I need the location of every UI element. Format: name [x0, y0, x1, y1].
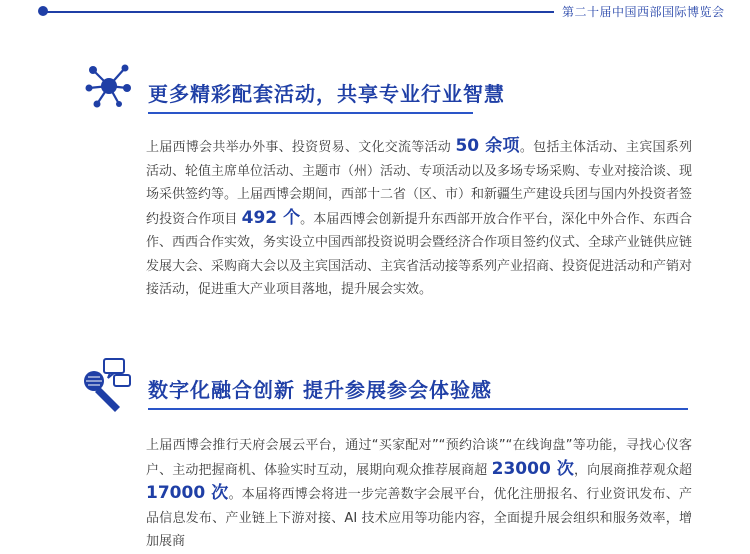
section-title-activities: 更多精彩配套活动，共享专业行业智慧	[148, 82, 505, 106]
paragraph-text: ，向展商推荐观众超	[573, 462, 692, 478]
section-paragraph-activities	[146, 135, 692, 302]
highlight-stat: 17000 次	[146, 483, 229, 503]
network-icon	[83, 60, 135, 112]
paragraph-text: 。本届将西博会将进一步完善数字会展平台，优化注册报名、行业资讯发布、产品信息发布、产业链上下游对接、AI 技术应用等功能内容，全面提升展会组织和服务效率，增加展商	[146, 487, 692, 549]
highlight-stat: 50 余项	[455, 136, 520, 156]
header-rule	[44, 0, 554, 13]
section-divider	[148, 112, 473, 114]
section-title-digital: 数字化融合创新 提升参展参会体验感	[148, 378, 492, 402]
paragraph-text: 上届西博会推行天府会展云平台，通过“买家配对”“预约洽谈”“在线询盘”等功能，寻找心仪客户、主动把握商机、体验实时互动，展期向观众推荐展商超	[146, 438, 692, 478]
section-paragraph-digital	[146, 434, 692, 554]
highlight-stat: 492 个	[241, 207, 301, 228]
highlight-stat: 23000 次	[491, 458, 574, 479]
microphone-chat-icon	[80, 355, 136, 415]
paragraph-text: 。本届西博会创新提升东西部开放合作平台，深化中外合作、东西合作、西西合作实效，务实设立中国西部投资说明会暨经济合作项目签约仪式、全球产业链供应链发展大会、采购商大会以及主宾国活动、主宾省活动接等系列产业招商、投资促进活动和产销对接活动，促进重大产业项目落地，提升展会实效。	[146, 211, 693, 297]
section-divider	[148, 408, 688, 410]
paragraph-text: 上届西博会共举办外事、投资贸易、文化交流等活动	[146, 140, 456, 155]
paragraph-text: 。包括主体活动、主宾国系列活动、轮值主席单位活动、主题市（州）活动、专项活动以及多场专场采购、专业对接洽谈、现场采供签约等。上届西博会期间，西部十二省（区、市）和新疆生产建设兵团与国内外投资者签约投资合作项目	[146, 140, 693, 227]
header-title: 第二十届中国西部国际博览会	[562, 5, 725, 19]
